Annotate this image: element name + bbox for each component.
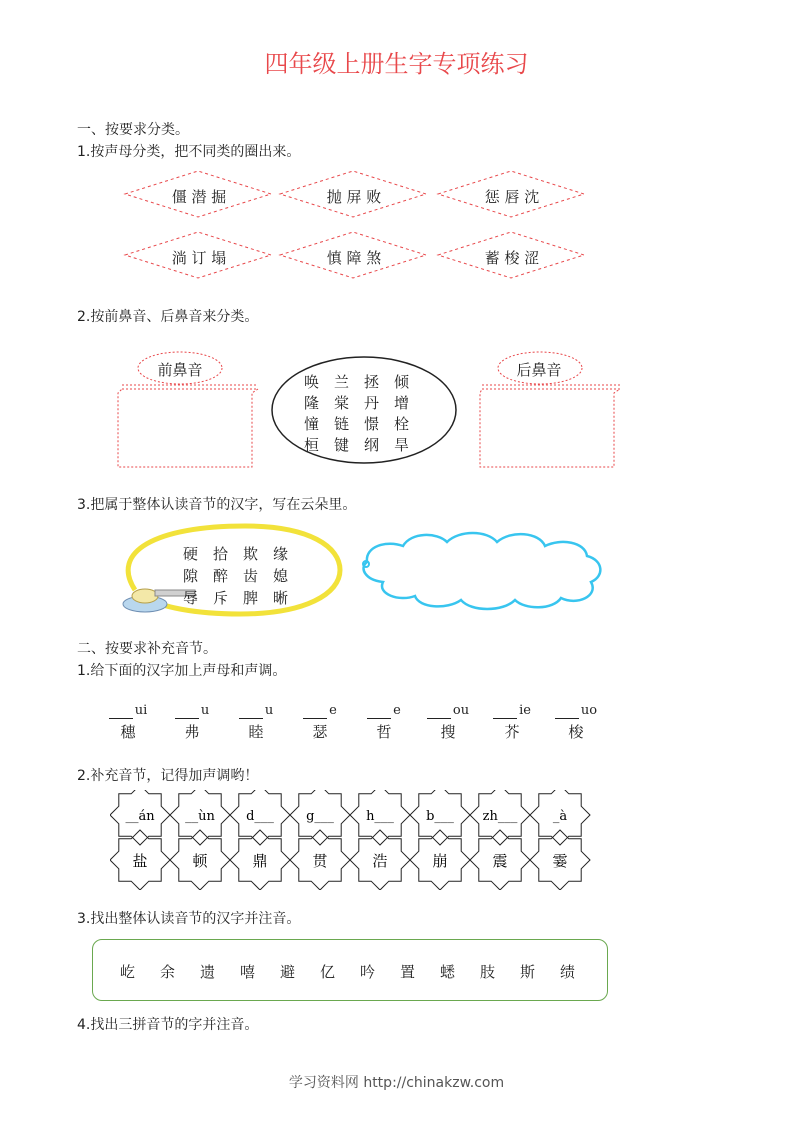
star-pinyin[interactable]: d___ bbox=[246, 809, 274, 824]
diamond-text-2: 抛 屏 败 bbox=[326, 188, 382, 206]
pinyin-hanzi: 搜 bbox=[440, 723, 456, 741]
pinyin-item bbox=[100, 703, 156, 742]
nasal-words-row-1: 唤 兰 拯 倾 bbox=[304, 373, 410, 391]
star-pinyin[interactable]: __án bbox=[125, 809, 155, 824]
pinyin-item bbox=[356, 703, 412, 742]
nasal-words-row-4: 桓 键 纲 旱 bbox=[304, 436, 410, 454]
whole-syllable-words bbox=[110, 961, 590, 983]
nasal-words-row-2: 隆 棠 丹 增 bbox=[304, 394, 410, 412]
bubble-words-row-3: 辱 斥 脾 晰 bbox=[183, 589, 289, 607]
s2-q3-text: 找出整体认读音节的汉字并注音。 bbox=[90, 911, 301, 927]
pinyin-item bbox=[228, 703, 284, 742]
star-syllable-item bbox=[530, 790, 590, 890]
pinyin-hanzi: 瑟 bbox=[312, 723, 328, 741]
back-nasal-label: 后鼻音 bbox=[516, 361, 562, 379]
s2-q4-prompt bbox=[77, 1014, 258, 1034]
pinyin-hanzi: 梭 bbox=[568, 723, 584, 741]
pinyin-fill-row bbox=[100, 703, 620, 748]
s2-q4-num: 4. bbox=[77, 1017, 91, 1033]
s2-q4-text: 找出三拼音节的字并注音。 bbox=[90, 1017, 259, 1033]
star-hanzi: 浩 bbox=[372, 852, 388, 870]
star-syllable-item bbox=[110, 790, 170, 890]
nasal-words-row-3: 憧 链 憬 栓 bbox=[304, 415, 410, 433]
star-pinyin[interactable]: b___ bbox=[426, 809, 454, 824]
box-word: 肢 bbox=[480, 963, 496, 981]
s1-q1-prompt bbox=[77, 141, 300, 161]
pinyin-hanzi: 穗 bbox=[120, 723, 136, 741]
box-word: 绩 bbox=[560, 963, 576, 981]
front-nasal-label: 前鼻音 bbox=[157, 361, 203, 379]
pinyin-blank[interactable]: e bbox=[356, 703, 412, 719]
box-word: 置 bbox=[400, 963, 416, 981]
cloud-shape bbox=[364, 533, 601, 609]
s1-q2-prompt bbox=[77, 306, 258, 326]
s1-q3-prompt bbox=[77, 494, 356, 514]
star-hanzi: 盐 bbox=[132, 852, 148, 870]
star-hanzi: 贯 bbox=[312, 852, 328, 870]
s2-q1-text: 给下面的汉字加上声母和声调。 bbox=[90, 663, 287, 679]
pinyin-blank[interactable]: ie bbox=[484, 703, 540, 719]
pinyin-item bbox=[420, 703, 476, 742]
star-syllable-item bbox=[290, 790, 350, 890]
s1-q2-text: 按前鼻音、后鼻音来分类。 bbox=[90, 309, 259, 325]
star-pinyin[interactable]: h___ bbox=[366, 809, 394, 824]
box-word: 遗 bbox=[200, 963, 216, 981]
s2-q2-text: 补充音节，记得加声调哟！ bbox=[90, 768, 259, 784]
star-pinyin[interactable]: __ùn bbox=[185, 809, 215, 824]
star-pinyin[interactable]: g___ bbox=[306, 809, 334, 824]
box-word: 吟 bbox=[360, 963, 376, 981]
star-syllable-item bbox=[230, 790, 290, 890]
s2-q3-num: 3. bbox=[77, 911, 91, 927]
star-pinyin[interactable]: zh___ bbox=[482, 809, 518, 824]
star-syllable-item bbox=[470, 790, 530, 890]
footer-watermark: 学习资料网 http://chinakzw.com bbox=[288, 1075, 505, 1091]
pinyin-blank[interactable]: ou bbox=[420, 703, 476, 719]
pinyin-hanzi: 哲 bbox=[376, 723, 392, 741]
pinyin-item bbox=[292, 703, 348, 742]
diamond-text-3: 惩 唇 沈 bbox=[484, 188, 540, 206]
s2-q2-num: 2. bbox=[77, 768, 91, 784]
pinyin-blank[interactable]: e bbox=[292, 703, 348, 719]
star-syllable-row bbox=[110, 790, 610, 890]
star-hanzi: 崩 bbox=[432, 852, 448, 870]
s1-q3-text: 把属于整体认读音节的汉字，写在云朵里。 bbox=[90, 497, 357, 513]
s2-q3-prompt bbox=[77, 908, 300, 928]
star-hanzi: 霎 bbox=[552, 852, 568, 870]
pinyin-item bbox=[164, 703, 220, 742]
pinyin-item bbox=[548, 703, 604, 742]
box-word: 蟋 bbox=[440, 963, 456, 981]
pinyin-hanzi: 睦 bbox=[248, 723, 264, 741]
box-word: 余 bbox=[160, 963, 176, 981]
section1-heading: 一、按要求分类。 bbox=[77, 122, 189, 138]
pinyin-hanzi: 芥 bbox=[504, 723, 520, 741]
bubble-words-row-2: 隙 醉 齿 媳 bbox=[183, 567, 289, 585]
diamond-text-5: 慎 障 煞 bbox=[326, 249, 382, 267]
box-word: 屹 bbox=[120, 963, 136, 981]
pinyin-blank[interactable]: ui bbox=[100, 703, 156, 719]
box-word: 亿 bbox=[320, 963, 336, 981]
box-word: 嘻 bbox=[240, 963, 256, 981]
pinyin-blank[interactable]: u bbox=[228, 703, 284, 719]
diamond-groups bbox=[120, 166, 600, 286]
s2-q1-num: 1. bbox=[77, 663, 91, 679]
star-syllable-item bbox=[170, 790, 230, 890]
star-hanzi: 顿 bbox=[192, 852, 208, 870]
star-hanzi: 震 bbox=[492, 852, 508, 870]
box-word: 斯 bbox=[520, 963, 536, 981]
diamond-text-6: 蓄 梭 涩 bbox=[484, 249, 540, 267]
s1-q1-text: 按声母分类，把不同类的圈出来。 bbox=[90, 144, 301, 160]
s1-q2-num: 2. bbox=[77, 309, 91, 325]
front-nasal-scroll bbox=[118, 385, 258, 467]
back-nasal-scroll bbox=[480, 385, 620, 467]
diamond-text-1: 僵 潜 掘 bbox=[171, 188, 227, 206]
pinyin-blank[interactable]: uo bbox=[548, 703, 604, 719]
s1-q3-num: 3. bbox=[77, 497, 91, 513]
s2-q1-prompt bbox=[77, 660, 286, 680]
star-syllable-item bbox=[350, 790, 410, 890]
s1-q1-num: 1. bbox=[77, 144, 91, 160]
pinyin-hanzi: 弗 bbox=[184, 723, 200, 741]
box-word: 避 bbox=[280, 963, 296, 981]
page-title: 四年级上册生字专项练习 bbox=[264, 50, 529, 78]
section2-heading: 二、按要求补充音节。 bbox=[77, 641, 217, 657]
diamond-text-4: 淌 订 塌 bbox=[171, 249, 227, 267]
pinyin-item bbox=[484, 703, 540, 742]
star-hanzi: 鼎 bbox=[252, 852, 268, 870]
bubble-words-row-1: 硬 拾 欺 缘 bbox=[183, 545, 289, 563]
star-pinyin[interactable]: _à bbox=[552, 809, 568, 824]
star-syllable-item bbox=[410, 790, 470, 890]
s2-q2-prompt bbox=[77, 765, 258, 785]
pinyin-blank[interactable]: u bbox=[164, 703, 220, 719]
